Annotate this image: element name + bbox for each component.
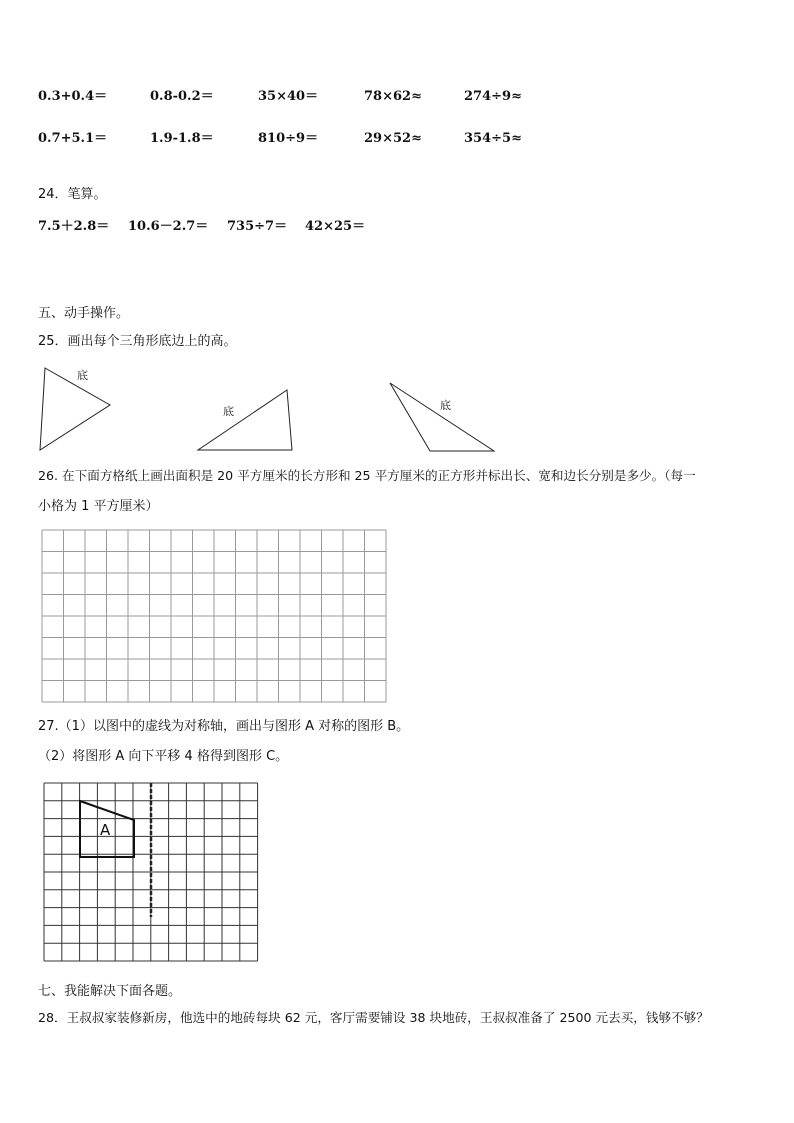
calc-r2-c4: 29×52≈ [364,131,422,146]
triangle-2-base-label: 底 [223,405,234,418]
q24-item-2: 10.6－2.7＝ [128,219,209,234]
triangle-3-base-label: 底 [440,399,451,412]
calc-r2-c2: 1.9-1.8＝ [150,131,214,146]
q26-line2: 小格为 1 平方厘米） [38,499,159,514]
calc-r2-c5: 354÷5≈ [464,131,522,146]
calc-r2-c1: 0.7+5.1＝ [38,131,108,146]
q27-line1: 27.（1）以图中的虚线为对称轴，画出与图形 A 对称的图形 B。 [38,719,410,734]
q25-title: 25．画出每个三角形底边上的高。 [38,334,237,349]
section7-title: 七、我能解决下面各题。 [38,984,182,999]
q24-item-1: 7.5＋2.8＝ [38,219,110,234]
triangle-1 [30,360,150,460]
triangle-1-base-label: 底 [77,369,88,382]
section5-title: 五、动手操作。 [38,306,130,321]
q26-line1: 26. 在下面方格纸上画出面积是 20 平方厘米的长方形和 25 平方厘米的正方形并标出长、宽和边长分别是多少。（每一 [38,468,696,483]
calc-r1-c5: 274÷9≈ [464,89,522,104]
q27-line2: （2）将图形 A 向下平移 4 格得到图形 C。 [38,749,289,764]
q24-title: 24．笔算。 [38,187,107,202]
grid-paper-q27[interactable] [44,783,258,971]
calc-r1-c1: 0.3+0.4＝ [38,89,108,104]
shape-a-label: A [100,821,111,839]
calc-r2-c3: 810÷9＝ [258,131,319,146]
q24-item-3: 735÷7＝ [227,219,288,234]
q28-text: 28．王叔叔家装修新房，他选中的地砖每块 62 元，客厅需要铺设 38 块地砖，王叔叔准备了 2500 元去买，钱够不够？ [38,1010,709,1025]
q24-item-4: 42×25＝ [305,219,366,234]
grid-paper-q26[interactable] [42,530,414,705]
calc-r1-c4: 78×62≈ [364,89,422,104]
triangle-2 [190,380,310,480]
triangle-3 [382,375,512,475]
calc-r1-c2: 0.8-0.2＝ [150,89,214,104]
calc-r1-c3: 35×40＝ [258,89,319,104]
